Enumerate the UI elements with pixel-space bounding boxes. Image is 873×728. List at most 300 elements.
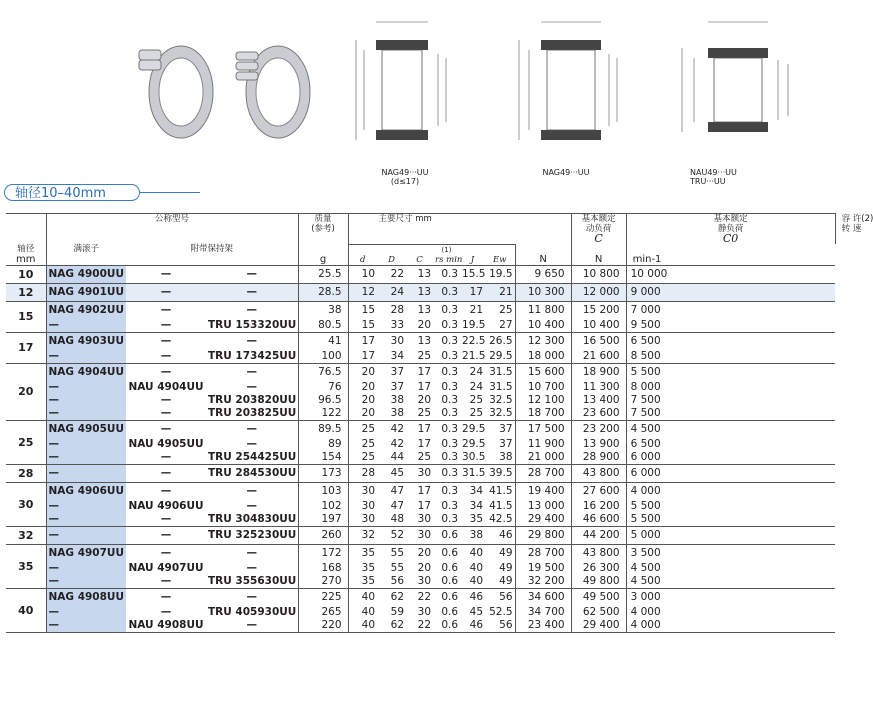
Ew-cell: 46 xyxy=(485,526,515,544)
C-cell: 20 xyxy=(406,544,433,562)
Ew-cell: 37 xyxy=(485,438,515,451)
rs-min-cell: 0.3 xyxy=(433,482,460,500)
d-cell: 25 xyxy=(361,437,376,450)
table-row xyxy=(6,526,835,544)
model-tru-cell: TRU 325230UU xyxy=(206,526,298,544)
model-tru-cell: — xyxy=(206,381,298,394)
table-row xyxy=(6,562,835,575)
header-Ew-spacer xyxy=(485,244,515,255)
dynamic-load-cell: 29 400 xyxy=(515,513,571,527)
mass-cell: 41 xyxy=(298,332,348,350)
J-cell: 25 xyxy=(469,406,484,419)
mass-cell: 25.5 xyxy=(298,265,348,283)
mass-cell: 89 xyxy=(298,438,348,451)
C-cell: 13 xyxy=(406,301,433,319)
mass-cell: 168 xyxy=(298,562,348,575)
header-dimensions: 主要尺寸 mm xyxy=(348,214,571,245)
d-cell: 10 xyxy=(348,265,377,283)
mass-cell: 260 xyxy=(298,526,348,544)
J-cell: 22.5 xyxy=(460,332,485,350)
J-cell: 21 xyxy=(460,301,485,319)
speed-cell: 5 000 xyxy=(626,526,835,544)
model-nag-cell: NAG 4907UU xyxy=(46,544,126,562)
d-cell: 30 xyxy=(361,499,376,512)
dynamic-load-cell: 17 500 xyxy=(515,420,571,438)
header-D-spacer xyxy=(377,244,406,255)
Ew-cell: 39.5 xyxy=(485,464,515,482)
dynamic-load-cell: 19 500 xyxy=(515,562,571,575)
C-cell: 17 xyxy=(417,380,432,393)
speed-cell: 4 500 xyxy=(630,561,661,574)
Ew-cell: 25 xyxy=(485,301,515,319)
model-nau-cell: — xyxy=(126,482,206,500)
D-cell: 37 xyxy=(377,363,406,381)
model-nau-cell: — xyxy=(160,406,172,419)
rs-min-cell: 0.3 xyxy=(433,363,460,381)
speed-cell: 9 500 xyxy=(630,318,661,331)
static-load-cell: 13 400 xyxy=(571,394,626,407)
header-cor-unit: N xyxy=(571,255,626,266)
model-nau-cell: — xyxy=(126,544,206,562)
C-cell: 20 xyxy=(417,318,432,331)
dynamic-load-cell: 18 000 xyxy=(515,350,571,364)
C-cell: 13 xyxy=(406,332,433,350)
D-cell: 34 xyxy=(390,349,405,362)
d-cell: 17 xyxy=(361,349,376,362)
D-cell: 24 xyxy=(377,283,406,301)
model-nau-cell: NAU 4907UU xyxy=(128,561,204,574)
header-cr-line2: 动负荷 xyxy=(585,224,612,234)
model-nag-cell: — xyxy=(46,619,126,633)
static-load-cell: 29 400 xyxy=(571,619,626,633)
J-cell: 46 xyxy=(460,619,485,633)
table-row xyxy=(6,301,835,319)
J-cell: 45 xyxy=(469,605,484,618)
speed-cell: 6 500 xyxy=(626,332,835,350)
speed-cell: 4 500 xyxy=(630,574,661,587)
header-mass-label: 质量 xyxy=(314,214,332,224)
table-row xyxy=(6,619,835,633)
model-nau-cell: — xyxy=(126,332,206,350)
rs-min-cell: 0.3 xyxy=(433,265,460,283)
bearing-photo-full-complement xyxy=(133,42,215,140)
speed-cell: 4 000 xyxy=(626,482,835,500)
dynamic-load-cell: 32 200 xyxy=(515,575,571,589)
rs-min-cell: 0.3 xyxy=(441,406,459,419)
header-mass xyxy=(298,214,348,245)
header-mass-spacer xyxy=(298,244,348,255)
bore-cell: 40 xyxy=(6,588,46,632)
model-nau-cell: NAU 4905UU xyxy=(128,437,204,450)
static-load-cell: 12 000 xyxy=(571,283,626,301)
model-nag-cell: — xyxy=(46,526,126,544)
header-cr-symbol: C xyxy=(594,232,603,245)
dynamic-load-cell: 29 800 xyxy=(515,526,571,544)
rs-min-cell: 0.3 xyxy=(441,437,459,450)
C-cell: 17 xyxy=(406,482,433,500)
Ew-cell: 52.5 xyxy=(485,606,515,619)
d-cell: 15 xyxy=(361,318,376,331)
header-full-complement: 满滚子 xyxy=(46,244,126,255)
bore-cell: 10 xyxy=(6,265,46,283)
header-mass-ref: (参考) xyxy=(311,224,335,234)
mass-cell: 172 xyxy=(298,544,348,562)
table-row xyxy=(6,350,835,364)
model-nau-cell: — xyxy=(126,588,206,606)
J-cell: 30.5 xyxy=(462,450,486,463)
table-row xyxy=(6,363,835,381)
mass-cell: 80.5 xyxy=(298,319,348,333)
model-nau-cell: — xyxy=(126,283,206,301)
C-cell: 30 xyxy=(417,512,432,525)
figure-caption-1 xyxy=(355,168,455,186)
table-row xyxy=(6,319,835,333)
speed-cell: 5 500 xyxy=(630,499,661,512)
static-load-cell: 15 200 xyxy=(571,301,626,319)
D-cell: 47 xyxy=(377,482,406,500)
Ew-cell: 31.5 xyxy=(485,381,515,394)
table-row xyxy=(6,265,835,283)
model-tru-cell: — xyxy=(206,500,298,513)
model-nau-cell: — xyxy=(126,526,206,544)
static-load-cell: 16 500 xyxy=(571,332,626,350)
static-load-cell: 13 900 xyxy=(571,438,626,451)
header-d: d xyxy=(360,254,366,265)
table-row xyxy=(6,332,835,350)
d-cell: 15 xyxy=(348,301,377,319)
D-cell: 56 xyxy=(390,574,405,587)
rs-min-cell: 0.6 xyxy=(433,544,460,562)
d-cell: 40 xyxy=(348,588,377,606)
header-bore-unit: mm xyxy=(6,255,46,266)
static-load-cell: 62 500 xyxy=(571,606,626,619)
D-cell: 55 xyxy=(377,544,406,562)
J-cell: 31.5 xyxy=(460,464,485,482)
dynamic-load-cell: 34 600 xyxy=(515,588,571,606)
static-load-cell: 11 300 xyxy=(571,381,626,394)
header-bore: 轴径 xyxy=(6,244,46,255)
dynamic-load-cell: 21 000 xyxy=(515,451,571,465)
speed-cell: 8 500 xyxy=(630,349,661,362)
figure-caption-2 xyxy=(516,168,616,177)
dynamic-load-cell: 9 650 xyxy=(515,265,571,283)
model-nag-cell: — xyxy=(46,500,126,513)
model-nag-cell: — xyxy=(46,438,126,451)
model-nag-cell: — xyxy=(46,319,126,333)
mass-cell: 38 xyxy=(298,301,348,319)
mass-cell: 173 xyxy=(298,464,348,482)
model-tru-cell: TRU 405930UU xyxy=(208,605,297,618)
model-tru-cell: — xyxy=(206,265,298,283)
model-nau-cell: — xyxy=(160,574,172,587)
J-cell: 21.5 xyxy=(462,349,486,362)
d-cell: 35 xyxy=(348,544,377,562)
static-load-cell: 46 600 xyxy=(571,513,626,527)
table-row xyxy=(6,482,835,500)
table-row xyxy=(6,588,835,606)
D-cell: 45 xyxy=(377,464,406,482)
cross-section-drawing-nag-small xyxy=(342,14,452,164)
d-cell: 20 xyxy=(361,380,376,393)
J-cell: 25 xyxy=(469,393,484,406)
header-cor-spacer xyxy=(571,244,626,255)
rs-min-cell: 0.3 xyxy=(433,283,460,301)
C-cell: 30 xyxy=(417,574,432,587)
header-cor-line2: 静负荷 xyxy=(717,224,744,234)
header-cr-spacer xyxy=(515,244,571,255)
rs-min-cell: 0.3 xyxy=(441,318,459,331)
dynamic-load-cell: 19 400 xyxy=(515,482,571,500)
dynamic-load-cell: 12 300 xyxy=(515,332,571,350)
mass-cell: 89.5 xyxy=(298,420,348,438)
header-unit-spacer xyxy=(126,255,206,266)
rs-min-cell: 0.3 xyxy=(441,499,459,512)
Ew-cell: 56 xyxy=(485,619,515,633)
table-row xyxy=(6,407,835,421)
static-load-cell: 26 300 xyxy=(571,562,626,575)
static-load-cell: 23 200 xyxy=(571,420,626,438)
model-nag-cell: — xyxy=(46,562,126,575)
table-row xyxy=(6,451,835,465)
model-nau-cell: — xyxy=(160,393,172,406)
header-rs: rs min xyxy=(435,254,463,265)
model-tru-cell: — xyxy=(206,301,298,319)
header-speed-unit: min-1 xyxy=(632,253,662,265)
header-cor-symbol: C0 xyxy=(722,232,739,245)
speed-cell: 5 500 xyxy=(626,363,835,381)
C-cell: 17 xyxy=(417,499,432,512)
C-cell: 20 xyxy=(417,393,432,406)
model-tru-cell: — xyxy=(206,588,298,606)
model-tru-cell: TRU 203820UU xyxy=(208,393,297,406)
model-nau-cell: NAU 4904UU xyxy=(128,380,204,393)
rs-min-cell: 0.6 xyxy=(441,574,459,587)
static-load-cell: 43 800 xyxy=(571,544,626,562)
bore-cell: 15 xyxy=(6,301,46,332)
J-cell: 34 xyxy=(469,499,484,512)
table-row xyxy=(6,513,835,527)
C-cell: 30 xyxy=(406,464,433,482)
D-cell: 48 xyxy=(390,512,405,525)
Ew-cell: 38 xyxy=(485,451,515,465)
header-model: 公称型号 xyxy=(46,214,298,245)
mass-cell: 102 xyxy=(298,500,348,513)
mass-cell: 100 xyxy=(298,350,348,364)
Ew-cell: 27 xyxy=(485,319,515,333)
header-mass-unit: g xyxy=(298,255,348,266)
model-nag-cell: — xyxy=(46,575,126,589)
dynamic-load-cell: 23 400 xyxy=(515,619,571,633)
model-nau-cell: NAU 4906UU xyxy=(128,499,204,512)
model-nag-cell: — xyxy=(46,606,126,619)
model-nau-cell: — xyxy=(160,450,172,463)
header-d-spacer xyxy=(348,244,377,255)
speed-cell: 4 000 xyxy=(630,605,661,618)
mass-cell: 220 xyxy=(298,619,348,633)
spec-table: 公称型号 质量 (参考) 主要尺寸 mm 基本额定 动负荷 C 基本额定 静负荷 C0 容 许(2) 转 速 轴径 满滚子 附带保持架 (1) mm g d D C rs min J Ew N N min-1 10 NAG 4900UU — — 25.5 10 22 13 0.3 15.5 19.5 9 650 10 800 10 000 12 NAG 4901UU — — 28.5 12 24 13 0.3 17 21 10 300 12 000 9 000 15 NAG 4902UU — — 38 15 28 13 0.3 21 25 11 800 15 200 7 000 — — TRU 153320UU 80.5 15 33 20 0.3 19.5 27 10 400 10 400 9 500 17 NAG 4903UU — — 41 17 30 13 0.3 22.5 26.5 12 300 16 500 6 500 — — TRU 173425UU 100 17 34 25 0.3 21.5 29.5 18 000 21 600 8 500 20 NAG 4904UU — — 76.5 20 37 17 0.3 24 31.5 15 600 18 900 5 500 — NAU 4904UU — 76 20 37 17 0.3 24 31.5 10 700 11 300 8 000 — — TRU 203820UU 96.5 20 38 20 0.3 25 32.5 12 100 13 400 7 500 — — TRU 203825UU 122 20 38 25 0.3 25 32.5 18 700 23 600 7 500 25 NAG 4905UU — — 89.5 25 42 17 0.3 29.5 37 17 500 23 200 4 500 — NAU 4905UU — 89 25 42 17 0.3 29.5 37 11 900 13 900 6 500 — — TRU 254425UU 154 25 44 25 0.3 30.5 38 21 000 28 900 6 000 28 — — TRU 284530UU 173 28 45 30 0.3 31.5 39.5 28 700 43 800 6 000 30 NAG 4906UU — — 103 30 47 17 0.3 34 41.5 19 400 27 600 4 000 — NAU 4906UU — 102 30 47 17 0.3 34 41.5 13 000 16 200 5 500 — — TRU 304830UU 197 30 48 30 0.3 35 42.5 29 400 46 600 5 500 32 — — TRU 325230UU 260 32 52 30 0.6 38 46 29 800 44 200 5 000 35 NAG 4907UU — — 172 35 55 20 0.6 40 49 28 700 43 800 3 500 — NAU 4907UU — 168 35 55 20 0.6 40 49 19 500 26 300 4 500 — — TRU 355630UU 270 35 56 30 0.6 40 49 32 200 49 800 4 500 40 NAG 4908UU — — 225 40 62 22 0.6 46 56 34 600 49 500 3 000 — — TRU 405930UU 265 40 59 30 0.6 45 52.5 34 700 62 500 4 000 — NAU 4908UU — 220 40 62 22 0.6 46 56 23 400 29 400 4 000 xyxy=(6,213,835,633)
speed-cell: 10 000 xyxy=(626,265,835,283)
D-cell: 55 xyxy=(390,561,405,574)
caption-line: NAG49···UU xyxy=(542,168,590,177)
model-nau-cell: — xyxy=(126,265,206,283)
d-cell: 32 xyxy=(348,526,377,544)
model-nag-cell: NAG 4900UU xyxy=(46,265,126,283)
model-nag-cell: NAG 4906UU xyxy=(46,482,126,500)
Ew-cell: 41.5 xyxy=(485,482,515,500)
rs-min-cell: 0.3 xyxy=(441,450,459,463)
static-load-cell: 10 400 xyxy=(571,319,626,333)
table-row xyxy=(6,438,835,451)
J-cell: 19.5 xyxy=(462,318,486,331)
speed-cell: 7 000 xyxy=(626,301,835,319)
table-row xyxy=(6,544,835,562)
C-cell: 25 xyxy=(417,406,432,419)
speed-cell: 7 500 xyxy=(630,406,661,419)
D-cell: 59 xyxy=(390,605,405,618)
d-cell: 20 xyxy=(348,363,377,381)
caption-line: (d≤17) xyxy=(390,177,420,186)
header-C-spacer xyxy=(406,244,433,255)
header-C: C xyxy=(416,254,423,265)
bore-cell: 32 xyxy=(6,526,46,544)
C-cell: 22 xyxy=(406,619,433,633)
header-unit-spacer xyxy=(46,255,126,266)
D-cell: 47 xyxy=(390,499,405,512)
rs-min-cell: 0.6 xyxy=(441,561,459,574)
table-row xyxy=(6,283,835,301)
mass-cell: 103 xyxy=(298,482,348,500)
model-nau-cell: — xyxy=(126,420,206,438)
bore-cell: 12 xyxy=(6,283,46,301)
J-cell: 40 xyxy=(460,544,485,562)
speed-cell: 9 000 xyxy=(626,283,835,301)
rs-min-cell: 0.6 xyxy=(433,526,460,544)
mass-cell: 265 xyxy=(298,606,348,619)
model-tru-cell: TRU 355630UU xyxy=(208,574,297,587)
mass-cell: 96.5 xyxy=(298,394,348,407)
C-cell: 13 xyxy=(406,283,433,301)
model-tru-cell: — xyxy=(206,438,298,451)
dynamic-load-cell: 18 700 xyxy=(515,407,571,421)
dynamic-load-cell: 15 600 xyxy=(515,363,571,381)
dynamic-load-cell: 10 300 xyxy=(515,283,571,301)
D-cell: 42 xyxy=(390,437,405,450)
model-nag-cell: NAG 4902UU xyxy=(46,301,126,319)
spec-table-body xyxy=(6,265,835,632)
caption-line: NAU49···UU xyxy=(690,168,737,177)
mass-cell: 270 xyxy=(298,575,348,589)
D-cell: 28 xyxy=(377,301,406,319)
Ew-cell: 49 xyxy=(485,562,515,575)
J-cell: 24 xyxy=(469,380,484,393)
static-load-cell: 16 200 xyxy=(571,500,626,513)
C-cell: 17 xyxy=(406,363,433,381)
C-cell: 30 xyxy=(406,526,433,544)
model-nag-cell: — xyxy=(46,394,126,407)
model-nau-cell: — xyxy=(160,349,172,362)
d-cell: 40 xyxy=(361,605,376,618)
figure-caption-3 xyxy=(690,168,770,186)
rs-min-cell: 0.3 xyxy=(441,393,459,406)
header-rs-note: (1) xyxy=(433,244,460,255)
J-cell: 29.5 xyxy=(460,420,485,438)
model-tru-cell: — xyxy=(206,562,298,575)
caption-line: TRU···UU xyxy=(690,177,726,186)
table-row xyxy=(6,394,835,407)
bore-cell: 28 xyxy=(6,464,46,482)
C-cell: 25 xyxy=(417,349,432,362)
Ew-cell: 21 xyxy=(485,283,515,301)
bearing-photo-with-cage xyxy=(230,42,312,140)
model-nag-cell: — xyxy=(46,381,126,394)
header-static-load xyxy=(626,214,835,245)
D-cell: 62 xyxy=(377,619,406,633)
rs-min-cell: 0.3 xyxy=(441,512,459,525)
rs-min-cell: 0.6 xyxy=(433,619,460,633)
model-nau-cell: — xyxy=(126,363,206,381)
Ew-cell: 26.5 xyxy=(485,332,515,350)
speed-cell: 7 500 xyxy=(630,393,661,406)
model-tru-cell: TRU 203825UU xyxy=(208,406,297,419)
rs-min-cell: 0.6 xyxy=(441,605,459,618)
D-cell: 44 xyxy=(390,450,405,463)
Ew-cell: 42.5 xyxy=(485,513,515,527)
header-D: D xyxy=(388,254,395,265)
model-nau-cell: — xyxy=(126,301,206,319)
mass-cell: 122 xyxy=(298,407,348,421)
dynamic-load-cell: 11 900 xyxy=(515,438,571,451)
rs-min-cell: 0.3 xyxy=(433,464,460,482)
dynamic-load-cell: 10 700 xyxy=(515,381,571,394)
Ew-cell: 29.5 xyxy=(485,350,515,364)
table-row xyxy=(6,500,835,513)
d-cell: 30 xyxy=(361,512,376,525)
header-Ew: Ew xyxy=(485,255,515,266)
table-row xyxy=(6,575,835,589)
model-nag-cell: NAG 4904UU xyxy=(46,363,126,381)
model-nag-cell: NAG 4905UU xyxy=(46,420,126,438)
model-tru-cell: — xyxy=(206,363,298,381)
model-tru-cell: TRU 304830UU xyxy=(208,512,297,525)
model-tru-cell: — xyxy=(206,619,298,633)
Ew-cell: 49 xyxy=(485,575,515,589)
model-nau-cell: NAU 4908UU xyxy=(126,619,206,633)
model-tru-cell: TRU 153320UU xyxy=(208,318,297,331)
d-cell: 20 xyxy=(361,393,376,406)
dynamic-load-cell: 28 700 xyxy=(515,464,571,482)
Ew-cell: 41.5 xyxy=(485,500,515,513)
J-cell: 38 xyxy=(460,526,485,544)
rs-min-cell: 0.3 xyxy=(441,349,459,362)
d-cell: 30 xyxy=(348,482,377,500)
bore-cell: 30 xyxy=(6,482,46,526)
model-nag-cell: — xyxy=(46,407,126,421)
d-cell: 17 xyxy=(348,332,377,350)
model-nag-cell: NAG 4901UU xyxy=(46,283,126,301)
section-title-rule xyxy=(140,192,200,193)
static-load-cell: 28 900 xyxy=(571,451,626,465)
dynamic-load-cell: 10 400 xyxy=(515,319,571,333)
model-nau-cell: — xyxy=(160,318,172,331)
speed-cell: 3 500 xyxy=(626,544,835,562)
bore-cell: 17 xyxy=(6,332,46,363)
speed-cell: 6 000 xyxy=(626,464,835,482)
dynamic-load-cell: 34 700 xyxy=(515,606,571,619)
dynamic-load-cell: 13 000 xyxy=(515,500,571,513)
table-row xyxy=(6,420,835,438)
speed-cell: 6 000 xyxy=(630,450,661,463)
model-tru-cell: TRU 173425UU xyxy=(208,349,297,362)
